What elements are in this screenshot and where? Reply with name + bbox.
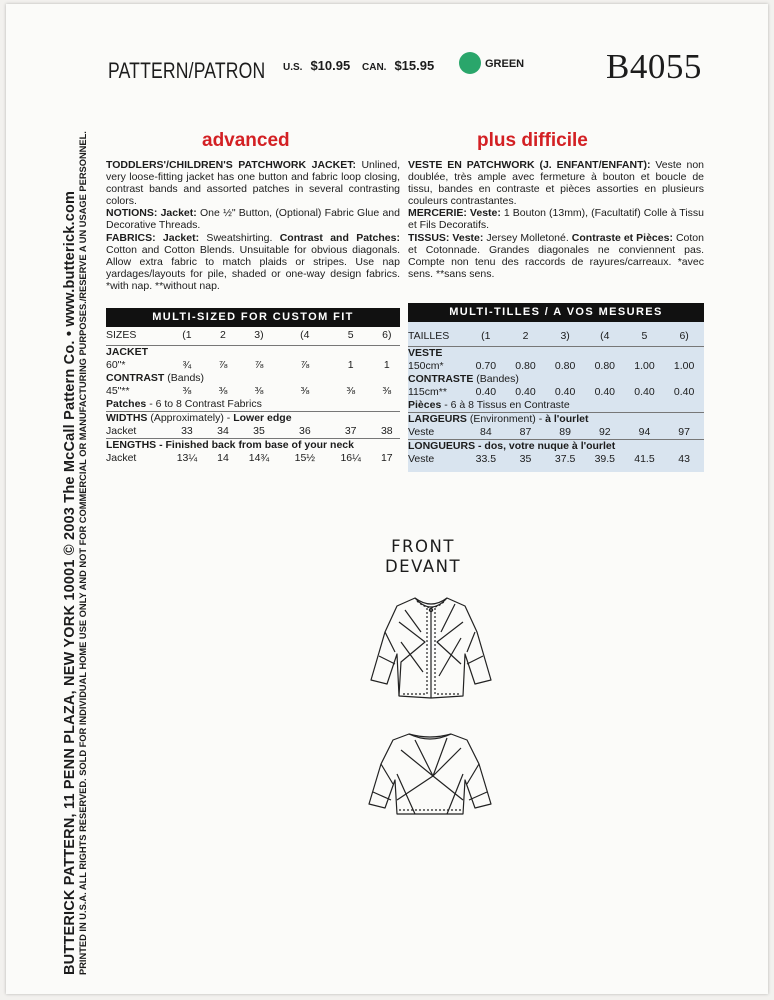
yardage-cell: 0.80 <box>515 359 536 372</box>
color-label: GREEN <box>485 58 525 70</box>
sizes-label: TAILLES <box>408 330 450 343</box>
english-size-table <box>106 308 400 465</box>
notions-text: 1 Bouton (13mm), (Facultatif) Colle à Tissu et Fils Decoratifs. <box>408 207 704 232</box>
length-cell: 17 <box>380 451 393 464</box>
fabrics-title-2: Contraste et Pièces: <box>571 231 673 244</box>
sizes-label: SIZES <box>106 329 137 342</box>
width-cell: 35 <box>253 424 265 437</box>
us-price-label: U.S. <box>283 62 303 73</box>
jacket-width: 60"* <box>106 358 126 371</box>
widths-edge: Lower edge <box>233 411 292 424</box>
yardage-cell: 0.40 <box>515 385 536 398</box>
yardage-cell: ⅜ <box>346 384 356 397</box>
length-cell: 39.5 <box>594 452 616 465</box>
lengths-row-label: Jacket <box>106 451 137 464</box>
pattern-number: B4055 <box>606 47 702 86</box>
width-cell: 34 <box>217 424 229 437</box>
fabrics-text-2: Cotton and Cotton Blends. Unsuitable for obvious diagonals. Allow extra fabric to match plaids or stripes. Use nap yardages/layouts for pile, shaded or one-way design fabrics. *with nap. **without nap. <box>106 243 400 292</box>
can-price-label: CAN. <box>362 62 387 73</box>
fabrics-text: Jersey Molletoné. <box>483 231 572 244</box>
desc-text: Unlined, very loose-fitting jacket has one button and fabric loop closing, contrast bands and assorted patches in several contrasting colors. <box>106 159 400 208</box>
us-price-value: $10.95 <box>310 58 351 73</box>
widths-text: (Environment) - <box>466 412 546 425</box>
contrast-note: (Bandes) <box>473 372 519 385</box>
length-cell: 15½ <box>294 451 316 464</box>
width-cell: 84 <box>479 425 492 438</box>
widths-label: LARGEURS <box>408 412 467 425</box>
devant-label: DEVANT <box>384 557 462 576</box>
yardage-cell: 0.40 <box>554 385 576 398</box>
width-cell: 94 <box>638 425 651 438</box>
widths-text: (Approximately) - <box>147 411 234 424</box>
english-yardage-table <box>106 327 400 465</box>
length-cell: 37.5 <box>554 452 576 465</box>
contrast-width: 45"** <box>106 384 130 397</box>
yardage-cell: 1 <box>347 358 354 371</box>
yardage-cell: ⅜ <box>300 384 310 397</box>
size-cell: (4 <box>300 329 310 342</box>
jacket-width: 150cm* <box>408 359 444 372</box>
size-cell: 2 <box>522 330 529 343</box>
yardage-cell: 1.00 <box>673 359 695 372</box>
yardage-cell: ⅜ <box>182 384 192 397</box>
size-cell: 3) <box>560 330 570 343</box>
yardage-cell: ⅜ <box>218 384 228 397</box>
size-cell: (4 <box>600 330 610 343</box>
lengths-label: LONGUEURS <box>408 439 476 452</box>
length-cell: 33.5 <box>475 452 497 465</box>
patches-text: - 6 à 8 Tissus en Contraste <box>441 398 570 411</box>
yardage-cell: 0.70 <box>475 359 497 372</box>
notions-text: One ½" Button, (Optional) Fabric Glue and Decorative Threads. <box>106 207 400 232</box>
size-cell: 3) <box>254 329 264 342</box>
lengths-text: - Finished back from base of your neck <box>156 438 354 451</box>
widths-row-label: Veste <box>408 425 435 438</box>
notions-title: MERCERIE: Veste: <box>408 207 501 220</box>
fabrics-title: TISSUS: Veste: <box>408 231 484 244</box>
contrast-width: 115cm** <box>408 385 447 398</box>
size-cell: 6) <box>382 329 392 342</box>
patches-label: Pièces <box>408 398 442 411</box>
french-description <box>408 159 704 280</box>
yardage-cell: ⅜ <box>254 384 264 397</box>
jacket-view-b-illustration <box>363 730 497 820</box>
french-level: plus difficile <box>477 130 588 151</box>
width-cell: 92 <box>598 425 611 438</box>
length-cell: 14¾ <box>248 451 270 464</box>
desc-text: Veste non doublée, très ample avec fermeture à bouton et boucle de tissu, bandes en contraste et pièces assorties en plusieurs couleurs contrastantes. <box>408 159 704 208</box>
widths-label: WIDTHS <box>106 411 148 424</box>
patches-text: - 6 to 8 Contrast Fabrics <box>146 397 262 410</box>
widths-row-label: Jacket <box>106 424 137 437</box>
width-cell: 87 <box>519 425 532 438</box>
length-cell: 13¼ <box>176 451 198 464</box>
contrast-label: CONTRASTE <box>408 372 474 385</box>
size-cell: (1 <box>182 329 192 342</box>
contrast-note: (Bands) <box>164 371 205 384</box>
yardage-cell: ⅜ <box>382 384 392 397</box>
patches-label: Patches <box>106 397 147 410</box>
yardage-cell: 1 <box>383 358 390 371</box>
yardage-cell: 0.40 <box>634 385 655 398</box>
us-price <box>283 58 350 73</box>
width-cell: 38 <box>380 424 393 437</box>
jacket-view-a-illustration <box>365 592 497 704</box>
size-cell: 5 <box>347 329 354 342</box>
length-cell: 35 <box>519 452 532 465</box>
english-level: advanced <box>202 130 290 151</box>
yardage-cell: ¾ <box>182 358 192 371</box>
copyright-notice: PRINTED IN U.S.A. ALL RIGHTS RESERVED. SOLD FOR INDIVIDUAL HOME USE ONLY AND NOT FOR COMMERCIAL OR MANUFACTURING PURPOSES./RESERVE A UN USAGE PERSONNEL. <box>78 131 88 975</box>
width-cell: 36 <box>298 424 311 437</box>
length-cell: 43 <box>678 452 690 465</box>
fabrics-text-2: Coton et Cotonnade. Grandes diagonales ne conviennent pas. Compte non tenu des raccords de rayures/carreaux. *avec sens. **sans sens. <box>408 231 704 280</box>
jacket-label: JACKET <box>106 345 400 359</box>
yardage-cell: 0.80 <box>594 359 616 372</box>
width-cell: 89 <box>559 425 571 438</box>
notions-title: NOTIONS: Jacket: <box>106 207 197 220</box>
widths-edge: à l'ourlet <box>545 412 589 425</box>
lengths-row-label: Veste <box>408 452 435 465</box>
pattern-envelope-back <box>6 4 768 994</box>
fabrics-text: Sweatshirting. <box>199 231 280 244</box>
pattern-label: PATTERN/PATRON <box>108 58 266 83</box>
width-cell: 33 <box>181 424 193 437</box>
size-cell: 2 <box>220 329 226 342</box>
yardage-cell: 1.00 <box>634 359 655 372</box>
yardage-cell: 0.40 <box>673 385 695 398</box>
yardage-cell: ⅞ <box>218 358 228 371</box>
desc-title: TODDLERS'/CHILDREN'S PATCHWORK JACKET: <box>106 159 356 171</box>
french-size-table <box>408 303 704 472</box>
yardage-cell: 0.80 <box>554 359 576 372</box>
publisher-address: BUTTERICK PATTERN, 11 PENN PLAZA, NEW YORK 10001 © 2003 The McCall Pattern Co. • www.butterick.com <box>62 190 78 975</box>
lengths-text: - dos, votre nuque à l'ourlet <box>475 439 616 452</box>
english-table-title: MULTI-SIZED FOR CUSTOM FIT <box>106 308 400 327</box>
yardage-cell: ⅞ <box>254 358 264 371</box>
contrast-label: CONTRAST <box>106 371 165 384</box>
yardage-cell: 0.40 <box>475 385 497 398</box>
publisher-side-text <box>62 131 88 975</box>
color-dot-icon <box>459 52 481 74</box>
yardage-cell: ⅞ <box>300 358 310 371</box>
lengths-label: LENGTHS <box>106 438 157 451</box>
size-cell: 5 <box>641 330 648 343</box>
length-cell: 16¼ <box>340 451 361 464</box>
width-cell: 37 <box>344 424 357 437</box>
width-cell: 97 <box>678 425 690 438</box>
size-cell: (1 <box>481 330 491 343</box>
can-price-value: $15.95 <box>394 58 435 73</box>
jacket-label: VESTE <box>408 346 704 360</box>
yardage-cell: 0.40 <box>594 385 616 398</box>
front-view-label <box>378 537 468 577</box>
english-description <box>106 159 400 292</box>
fabrics-title: FABRICS: Jacket: <box>106 231 200 244</box>
desc-title: VESTE EN PATCHWORK (J. ENFANT/ENFANT): <box>408 159 651 171</box>
fabrics-title-2: Contrast and Patches: <box>279 231 400 244</box>
french-yardage-table <box>408 328 704 466</box>
french-table-title: MULTI-TILLES / A VOS MESURES <box>408 303 704 322</box>
length-cell: 41.5 <box>634 452 655 465</box>
front-label: FRONT <box>391 537 455 556</box>
can-price <box>362 58 434 73</box>
size-cell: 6) <box>679 330 689 343</box>
length-cell: 14 <box>217 451 229 464</box>
